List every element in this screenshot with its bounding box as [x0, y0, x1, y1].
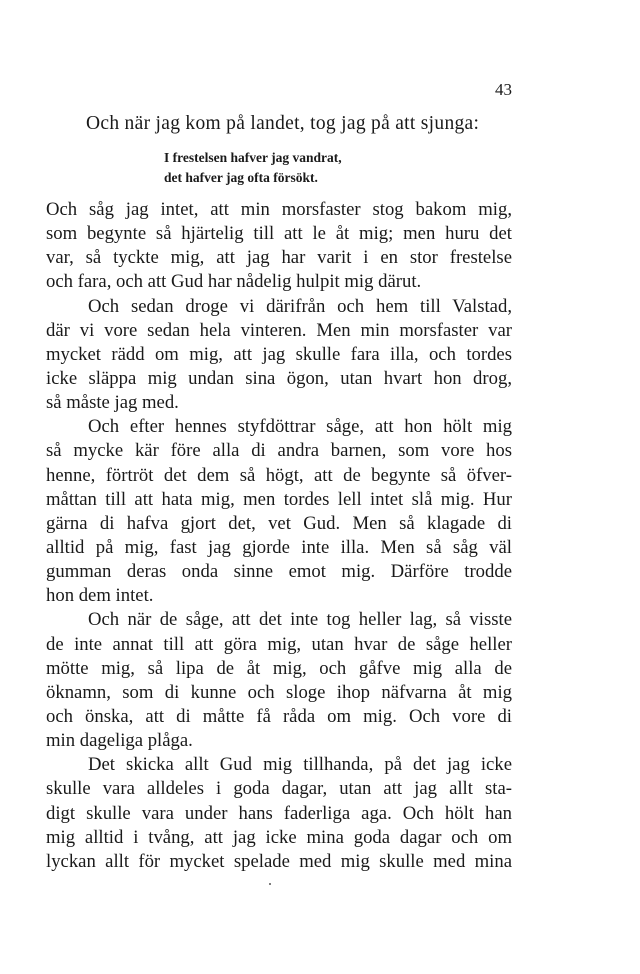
verse-quote: [164, 148, 342, 188]
text-line: måttan till att hata mig, men tordes lell intet slå mig. Hur: [46, 488, 512, 510]
text-line: och fara, och att Gud har nådelig hulpit mig därut.: [46, 271, 422, 293]
verse-line: I frestelsen hafver jag vandrat,: [164, 150, 342, 165]
ink-speck: [269, 883, 271, 885]
text-line: lyckan allt för mycket spelade med mig skulle med mina: [46, 850, 512, 872]
text-line: alltid på mig, fast jag gjorde inte illa. Men så såg väl: [46, 536, 512, 558]
text-line: min dageliga plåga.: [46, 730, 193, 752]
paragraph-start-line: Och efter hennes styfdöttrar såge, att hon hölt mig: [88, 416, 512, 438]
paragraph-start-line: Det skicka allt Gud mig tillhanda, på det jag icke: [88, 754, 512, 776]
text-line: öknamn, som di kunne och sloge ihop näfvarna åt mig: [46, 681, 512, 703]
text-line: de inte annat till att göra mig, utan hvar de såge heller: [46, 633, 512, 655]
text-line: som begynte så hjärtelig till att le åt mig; men huru det: [46, 223, 512, 245]
paragraph-start-line: Och sedan droge vi därifrån och hem till Valstad,: [88, 295, 512, 317]
text-line: och önska, att di måtte få råda om mig. Och vore di: [46, 705, 512, 727]
text-line: där vi vore sedan hela vinteren. Men min morsfaster var: [46, 319, 512, 341]
text-line: så mycke kär före alla di andra barnen, som vore hos: [46, 440, 512, 462]
text-line: gumman deras onda sinne emot mig. Därföre trodde: [46, 561, 512, 583]
intro-line: Och när jag kom på landet, tog jag på att sjunga:: [86, 113, 480, 134]
text-line: var, så tyckte mig, att jag har varit i en stor frestelse: [46, 247, 512, 269]
text-line: mycket rädd om mig, att jag skulle fara illa, och tordes: [46, 343, 512, 365]
text-line: mötte mig, så lipa de åt mig, och gåfve mig alla de: [46, 657, 512, 679]
text-line: icke släppa mig undan sina ögon, utan hvart hon drog,: [46, 367, 512, 389]
text-line: skulle vara alldeles i goda dagar, utan att jag allt sta-: [46, 778, 512, 800]
paragraph-start-line: Och när de såge, att det inte tog heller lag, så visste: [88, 609, 512, 631]
text-line: henne, förtröt det dem så högt, att de begynte så öfver-: [46, 464, 512, 486]
text-line: hon dem intet.: [46, 585, 154, 607]
verse-line: det hafver jag ofta försökt.: [164, 170, 318, 185]
text-line: gärna di hafva gjort det, vet Gud. Men så klagade di: [46, 512, 512, 534]
text-line: Och såg jag intet, att min morsfaster stog bakom mig,: [46, 199, 512, 220]
text-line: digt skulle vara under hans faderliga aga. Och hölt han: [46, 802, 512, 824]
text-line: så måste jag med.: [46, 392, 179, 414]
page-number: 43: [495, 80, 512, 99]
text-line: mig alltid i tvång, att jag icke mina goda dagar och om: [46, 826, 512, 848]
body-text: [46, 198, 512, 874]
